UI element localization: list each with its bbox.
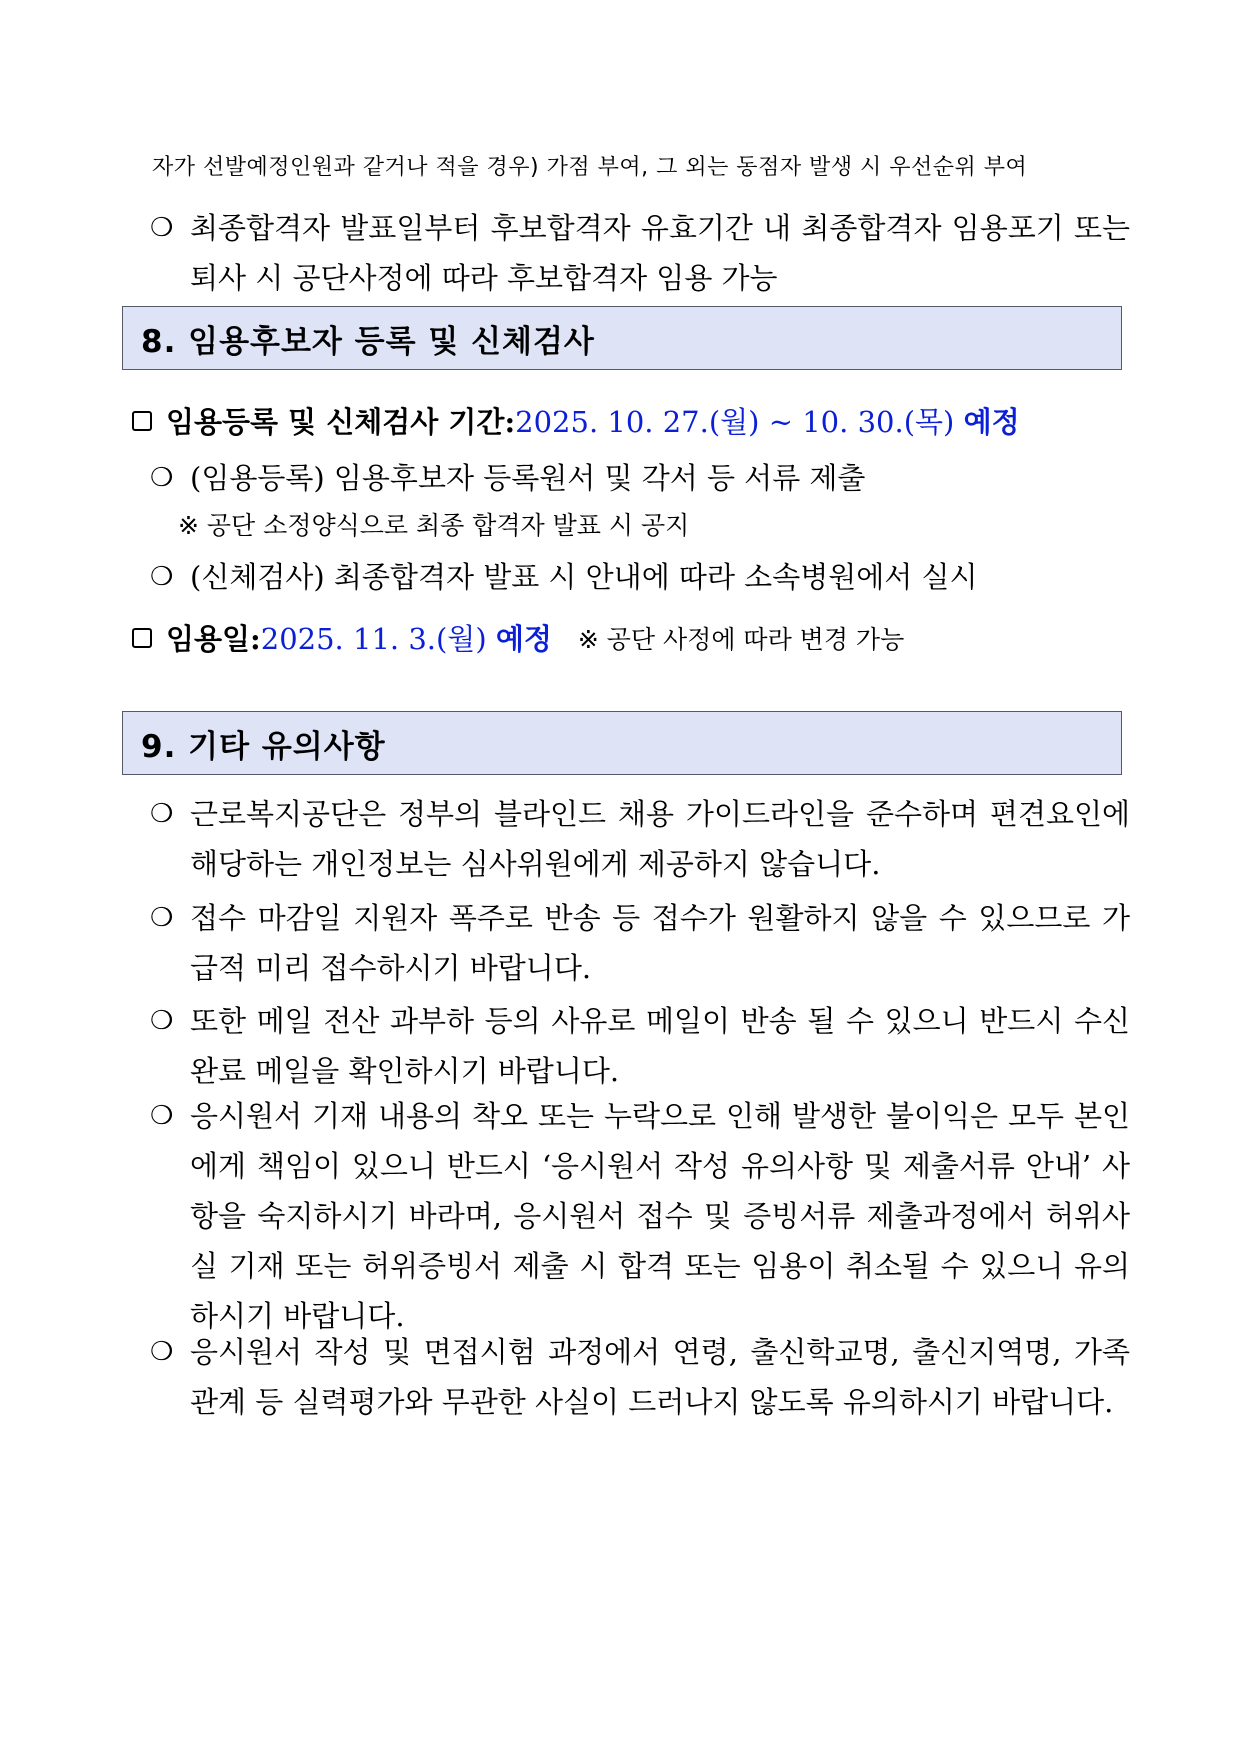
period-row [132,400,1020,441]
bullet-text: (임용등록) 임용후보자 등록원서 및 각서 등 서류 제출 [190,461,866,495]
list-item [150,1091,1130,1341]
bullet-text: 응시원서 작성 및 면접시험 과정에서 연령, 출신학교명, 출신지역명, 가족관계 등 실력평가와 무관한 사실이 드러나지 않도록 유의하시기 바랍니다. [190,1335,1130,1419]
bullet-text: (신체검사) 최종합격자 발표 시 안내에 따라 소속병원에서 실시 [190,560,978,594]
list-item [150,1327,1130,1427]
list-item [150,203,1130,303]
section-title: 9. 기타 유의사항 [141,728,386,765]
appointment-row [132,617,904,658]
continuation-line: 자가 선발예정인원과 같거나 적을 경우) 가점 부여, 그 외는 동점자 발생 시 우선순위 부여 [152,155,1028,180]
appointment-note: ※ 공단 사정에 따라 변경 가능 [577,624,905,654]
square-bullet-icon [132,628,152,648]
list-item [150,893,1130,993]
list-item [150,453,1130,503]
circle-bullet-icon: ❍ [150,463,174,493]
bullet-text: 최종합격자 발표일부터 후보합격자 유효기간 내 최종합격자 임용포기 또는 퇴사 시 공단사정에 따라 후보합격자 임용 가능 [190,211,1130,295]
circle-bullet-icon: ❍ [150,799,174,829]
circle-bullet-icon: ❍ [150,562,174,592]
period-value: 2025. 10. 27.(월) ~ 10. 30.(목) 예정 [515,405,1020,439]
circle-bullet-icon: ❍ [150,1006,174,1036]
square-bullet-icon [132,411,152,431]
appointment-label: 임용일: [166,622,261,656]
section-header-8 [122,306,1122,370]
section-header-9 [122,711,1122,775]
section-title: 8. 임용후보자 등록 및 신체검사 [141,323,595,360]
circle-bullet-icon: ❍ [150,213,174,243]
note-text: ※ 공단 소정양식으로 최종 합격자 발표 시 공지 [178,511,690,540]
bullet-text: 근로복지공단은 정부의 블라인드 채용 가이드라인을 준수하며 편견요인에 해당하는 개인정보는 심사위원에게 제공하지 않습니다. [190,797,1130,881]
period-label: 임용등록 및 신체검사 기간: [166,405,516,439]
appointment-value: 2025. 11. 3.(월) 예정 [260,622,552,656]
bullet-text: 또한 메일 전산 과부하 등의 사유로 메일이 반송 될 수 있으니 반드시 수신 완료 메일을 확인하시기 바랍니다. [190,1004,1130,1088]
circle-bullet-icon: ❍ [150,1101,174,1131]
list-item [150,789,1130,889]
list-item [150,552,1130,602]
circle-bullet-icon: ❍ [150,1337,174,1367]
bullet-text: 응시원서 기재 내용의 착오 또는 누락으로 인해 발생한 불이익은 모두 본인에게 책임이 있으니 반드시 ‘응시원서 작성 유의사항 및 제출서류 안내’ 사항을 숙지하시기 바라며, 응시원서 접수 및 증빙서류 제출과정에서 허위사실 기재 또는 허위증빙서 제출 시 합격 또는 임용이 취소될 수 있으니 유의하시기 바랍니다. [190,1099,1130,1333]
bullet-text: 접수 마감일 지원자 폭주로 반송 등 접수가 원활하지 않을 수 있으므로 가급적 미리 접수하시기 바랍니다. [190,901,1130,985]
circle-bullet-icon: ❍ [150,903,174,933]
list-item [150,996,1130,1096]
